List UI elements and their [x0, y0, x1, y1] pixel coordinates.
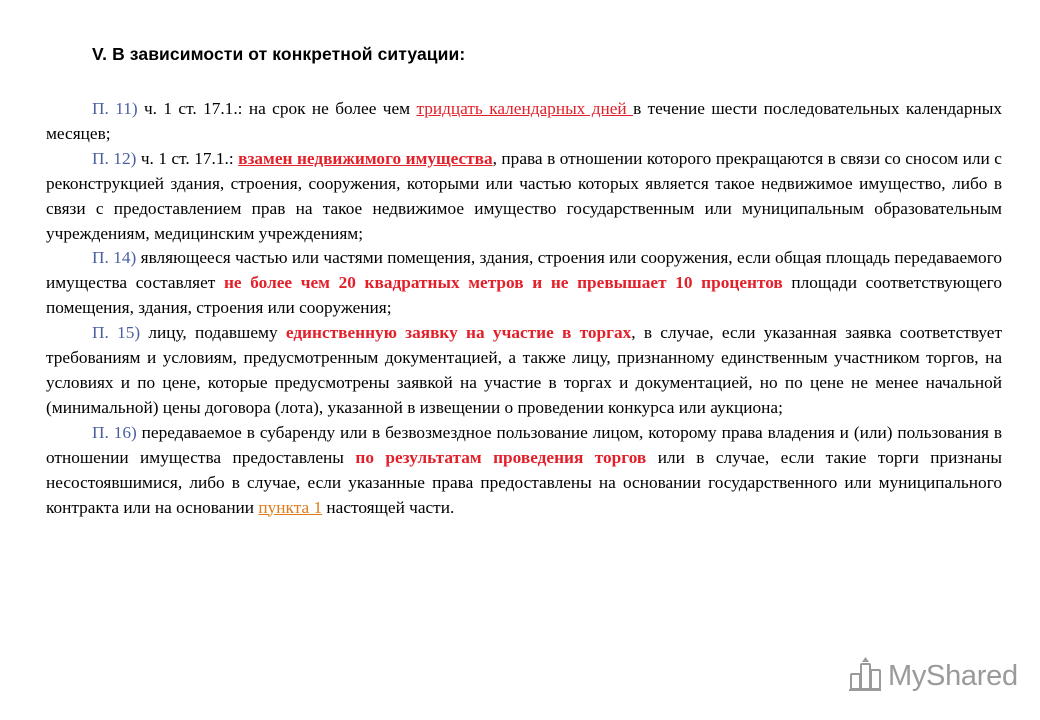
paragraph-text: настоящей части. [322, 497, 455, 517]
clause-number: П. 14) [92, 248, 137, 268]
paragraph-text: ч. 1 ст. 17.1.: [136, 148, 239, 168]
myshared-logo[interactable] [848, 656, 1018, 696]
highlight-term: единственную заявку на участие в торгах [285, 323, 632, 343]
logo-text: MyShared [888, 659, 1018, 692]
paragraph-text: в течение шести последовательных календарных месяцев; [46, 99, 1002, 143]
paragraph-text: передаваемое в субаренду или в безвозмездное пользование лицом, которому права владения и (или) пользования в отношении имущества предоставлены [46, 422, 1002, 467]
clause-number: П. 16) [92, 422, 137, 442]
paragraph-p15 [46, 321, 1002, 421]
paragraph-p14 [46, 246, 1002, 321]
paragraph-p12 [46, 147, 1002, 247]
highlight-term: по результатам проведения торгов [355, 447, 647, 467]
highlight-term: взамен недвижимого имущества [238, 148, 493, 168]
paragraph-text: или в случае, если такие торги признаны несостоявшимися, либо в случае, если указанные права предоставлены на основании государственного или муниципального контракта или на основании [46, 447, 1002, 517]
clause-number: П. 11) [92, 99, 138, 118]
clause-number: П. 15) [92, 323, 141, 343]
highlight-term: не более чем 20 квадратных метров и не превышает 10 процентов [223, 273, 783, 293]
clause-number: П. 12) [92, 148, 137, 168]
paragraph-text: , права в отношении которого прекращаются в связи со сносом или с реконструкцией здания, строения, сооружения, которыми или частью которых является такое недвижимое имущество, либо в связи с предоставлением прав на такое недвижимое имущество государственным или муниципальным образовательным учреждениям, медицинским учреждениям; [46, 148, 1002, 243]
paragraph-p16 [46, 421, 1002, 521]
paragraph-text: , в случае, если указанная заявка соответствует требованиям и условиям, предусмотренным документацией, а также лицу, признанному единственным участником торгов, на условиях и по цене, которые предусмотрены заявкой на участие в торгах и документацией, но по цене не менее начальной (минимальной) цены договора (лота), указанной в извещении о проведении конкурса или аукциона; [46, 323, 1002, 417]
paragraph-p11 [46, 97, 1002, 147]
paragraph-text: являющееся частью или частями помещения, здания, строения или сооружения, если общая площадь передаваемого имущества составляет [46, 248, 1002, 293]
paragraph-text: ч. 1 ст. 17.1.: на срок не более чем [137, 99, 417, 118]
paragraph-text: лицу, подавшему [140, 323, 286, 343]
podium-icon [848, 656, 882, 697]
slide-heading: V. В зависимости от конкретной ситуации: [92, 44, 466, 64]
paragraph-text: площади соответствующего помещения, здания, строения или сооружения; [46, 273, 1002, 318]
highlight-term: тридцать календарных дней [416, 99, 634, 118]
body-text [46, 97, 1002, 520]
reference-link[interactable]: пункта 1 [258, 497, 323, 517]
